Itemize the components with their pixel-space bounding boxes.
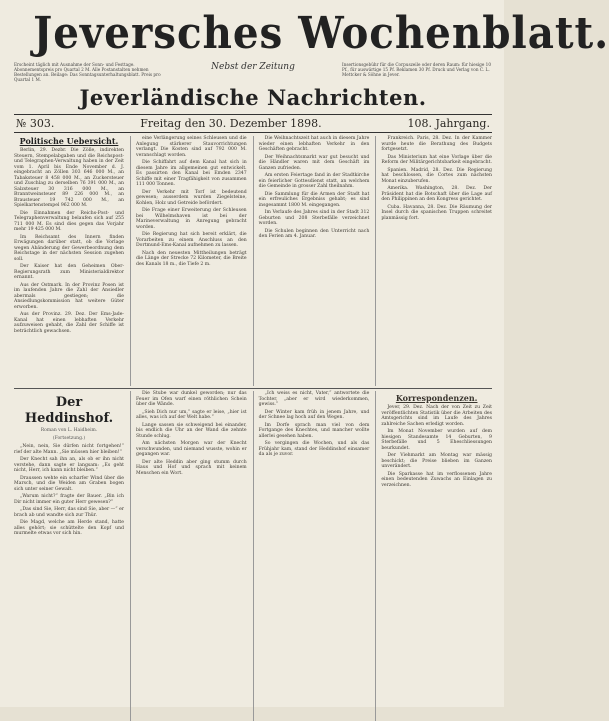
correspondence-heading: Korrespondenzen. — [395, 393, 478, 403]
feuilleton-byline: Roman von L. Haidheim. — [40, 428, 98, 433]
paragraph: Der Kaiser hat den Geheimen Ober-Regierungsrath zum Ministerialdirektor ernannt. — [14, 264, 124, 280]
paragraph: Nach den neuesten Mittheilungen beträgt die Länge der Strecke 72 Kilometer, die Breite des Kanals 18 m., die Tiefe 2 m. — [136, 250, 247, 267]
paragraph: Jever, 29. Dez. Nach der von Zeit zu Zeit veröffentlichten Statistik über die Arbeiten des Amtsgerichts sind im Laufe des Jahres zahlreiche Sachen erledigt worden. — [381, 405, 492, 427]
column-2 — [130, 136, 247, 386]
paragraph: Das Ministerium hat eine Vorlage über die Reform der Militärgerichtsbarkeit eingebracht. — [381, 154, 492, 165]
correspondence-column — [375, 391, 492, 721]
paragraph: Berlin, 29. Dezbr. Die Zölle, indirekten Steuern, Stempelabgaben und die Reichspost- und Telegraphen-Verwaltung haben in der Zeit vom 1. April bis Ende November d. J. eingebracht an Zöllen 303 646 000 M., an Tabaksteuer 8 458 000 M., an Zuckersteuer und Zuschlag zu derselben 76 391 000 M., an Salzsteuer 30 316 000 M., an Branntweinsteuer 89 226 000 M., an Brausteuer 19 742 000 M., an Spielkartenstempel 962 000 M. — [14, 148, 124, 208]
subscription-notice: Erscheint täglich mit Ausnahme der Sonn- und Festtage. Abonnementspreis pro Quartal 2 M. Alle Postanstalten nehmen Bestellungen an. Beilage: Das Sonntagsunterhaltungsblatt. Preis pro Quartal 1 M. — [14, 62, 161, 82]
paragraph: „Nein, nein, Sie dürfen nicht fortgehen!“ rief der alte Mann. „Sie müssen hier bleiben!“ — [14, 444, 124, 455]
paragraph: Die Stube war dunkel geworden; nur das Feuer im Ofen warf einen röthlichen Schein über die Wände. — [136, 391, 247, 407]
paragraph: Der Viehmarkt am Montag war mässig beschickt; die Preise blieben im Ganzen unverändert. — [381, 453, 492, 469]
paragraph: „Das sind Sie, Herr, das sind Sie, aber —“ er brach ab und wandte sich zur Thür. — [14, 507, 124, 518]
paragraph: Die Einnahmen der Reichs-Post- und Telegraphenverwaltung belaufen sich auf 255 711 000 M. Es sind dies gegen das Vorjahr mehr 19 425 000 M. — [14, 210, 124, 232]
masthead-mid-text: Nebst der Zeitung — [211, 62, 295, 72]
feuilleton-divider — [14, 388, 492, 389]
masthead-subtitle: Jeverländische Nachrichten. — [79, 85, 427, 110]
masthead-title: Jeversches Wochenblatt. — [33, 8, 609, 59]
paragraph: So vergingen die Wochen, und als das Frühjahr kam, stand der Heddinshof einsamer da als je zuvor. — [258, 441, 370, 457]
paragraph: Frankreich. Paris, 28. Dez. In der Kammer wurde heute die Berathung des Budgets fortgesetzt. — [381, 136, 492, 152]
paragraph: Die Sparkasse hat im verflossenen Jahre einen bedeutenden Zuwachs an Einlagen zu verzeichnen. — [381, 471, 492, 488]
paragraph: Am ersten Feiertage fand in der Stadtkirche ein feierlicher Gottesdienst statt, an welchem die Gemeinde in grosser Zahl theilnahm. — [258, 173, 370, 189]
paragraph: Am nächsten Morgen war der Knecht verschwunden, und niemand wusste, wohin er gegangen war. — [136, 441, 247, 457]
paragraph: Im Reichsamt des Innern finden Erwägungen darüber statt, ob die Vorlage wegen Abänderung der Gewerbeordnung dem Reichstage in der nächsten Session zugehen soll. — [14, 234, 124, 262]
paragraph: „Sieh Dich nur um,“ sagte er leise, „hier ist alles, was ich auf der Welt habe.“ — [136, 409, 247, 420]
paragraph: Die Weihnachtszeit hat auch in diesem Jahre wieder einen lebhaften Verkehr in den Geschäften gebracht. — [258, 136, 370, 152]
paragraph: Cuba. Havanna, 28. Dez. Die Räumung der Insel durch die spanischen Truppen schreitet planmässig fort. — [381, 204, 492, 221]
paragraph: eine Verlängerung seines Schleusen und die Anlegung stärkerer Stauvorrichtungen verlangt. Die Kosten sind auf 792 000 M. veranschlagt worden. — [136, 136, 247, 158]
feuilleton-title: Der Heddinshof. — [24, 395, 114, 426]
paragraph: „Ich weiss es nicht, Vater,“ antwortete die Tochter, „aber er wird wiederkommen, gewiss.“ — [258, 391, 370, 407]
paragraph: Die Schulen beginnen den Unterricht nach den Ferien am 4. Januar. — [258, 228, 370, 239]
paragraph: Lange sassen sie schweigend bei einander, bis endlich die Uhr an der Wand die zehnte Stunde schlug. — [136, 422, 247, 439]
column-4 — [375, 136, 492, 386]
issue-number: № 303. — [16, 117, 55, 130]
paragraph: Die Regierung hat sich bereit erklärt, die Vorarbeiten zu einem Anschluss an den Dortmund-Ems-Kanal aufnehmen zu lassen. — [136, 232, 247, 248]
feuilleton-column-2 — [130, 391, 247, 721]
political-overview-heading: Politische Uebersicht. — [19, 136, 119, 146]
masthead-info-row — [14, 62, 492, 82]
paragraph: Draussen wehte ein scharfer Wind über die Marsch, und die Weiden am Graben bogen sich unter seiner Gewalt. — [14, 475, 124, 492]
column-1 — [14, 136, 124, 386]
feuilleton-column-3 — [253, 391, 370, 721]
feuilleton-column-1 — [14, 391, 124, 721]
paragraph: Aus der Provinz. 29. Dez. Der Ems-Jade-Kanal hat einen lebhaften Verkehr aufzuweisen gehabt, die Zahl der Schiffe ist beträchtlich gewachsen. — [14, 312, 124, 334]
paragraph: Spanien. Madrid, 28. Dez. Die Regierung hat beschlossen, die Cortes zum nächsten Monat einzuberufen. — [381, 167, 492, 184]
volume-year: 108. Jahrgang. — [407, 117, 490, 130]
dateline — [14, 114, 492, 133]
feuilleton-continuation: (Fortsetzung.) — [52, 436, 86, 441]
paragraph: Die Frage einer Erweiterung der Schleusen bei Wilhelmshaven ist bei der Marineverwaltung in Anregung gebracht worden. — [136, 208, 247, 230]
paragraph: Amerika. Washington, 28. Dez. Der Präsident hat die Botschaft über die Lage auf den Philippinen an den Kongress gerichtet. — [381, 186, 492, 202]
paragraph: Der Knecht sah ihn an, als ob er ihn nicht verstehe, dann sagte er langsam: „Es geht nicht, Herr, ich kann nicht bleiben.“ — [14, 457, 124, 473]
issue-date: Freitag den 30. Dezember 1898. — [140, 117, 322, 130]
paragraph: Der Verkehr mit Torf ist bedeutend gewesen; ausserdem wurden Ziegelsteine, Kohlen, Holz und Getreide befördert. — [136, 189, 247, 206]
paragraph: Aus der Ostmark. In der Provinz Posen ist im laufenden Jahre die Zahl der Ansiedler abermals gestiegen; die Ansiedlungskommission hat weitere Güter erworben. — [14, 282, 124, 310]
paragraph: „Warum nicht?“ fragte der Bauer. „Bin ich Dir nicht immer ein guter Herr gewesen?“ — [14, 494, 124, 505]
paragraph: Im Monat November wurden auf dem hiesigen Standesamte 14 Geburten, 9 Sterbefälle und 5 Eheschliessungen beurkundet. — [381, 429, 492, 451]
paragraph: Im Dorfe sprach man viel von dem Fortgange des Knechtes, und mancher wollte allerlei gesehen haben. — [258, 422, 370, 439]
column-3 — [253, 136, 370, 386]
paragraph: Der alte Heddin aber ging stumm durch Haus und Hof und sprach mit keinem Menschen ein Wort. — [136, 459, 247, 476]
bottom-columns — [14, 391, 492, 721]
paragraph: Der Winter kam früh in jenem Jahre, und der Schnee lag hoch auf den Wegen. — [258, 409, 370, 420]
paragraph: Die Sammlung für die Armen der Stadt hat ein erfreuliches Ergebniss gehabt; es sind insgesammt 1800 M. eingegangen. — [258, 191, 370, 208]
paragraph: Der Weihnachtsmarkt war gut besucht und die Händler waren mit dem Geschäft im Ganzen zufrieden. — [258, 154, 370, 171]
paragraph: Im Verlaufe des Jahres sind in der Stadt 312 Geburten und 208 Sterbefälle verzeichnet worden. — [258, 210, 370, 226]
top-columns — [14, 136, 492, 386]
paragraph: Die Magd, welche am Herde stand, hatte alles gehört; sie schüttelte den Kopf und murmelte etwas vor sich hin. — [14, 520, 124, 536]
insertion-notice: Insertionsgebühr für die Corpuszeile oder deren Raum: für hiesige 10 Pf., für auswärtige 15 Pf. Reklamen 30 Pf. Druck und Verlag von C. L. Mettcker & Söhne in Jever. — [342, 62, 492, 77]
paragraph: Die Schiffahrt auf dem Kanal hat sich in diesem Jahre im allgemeinen gut entwickelt. Es passirten den Kanal bei Emden 2347 Schiffe mit einer Tragfähigkeit von zusammen 111 000 Tonnen. — [136, 160, 247, 187]
